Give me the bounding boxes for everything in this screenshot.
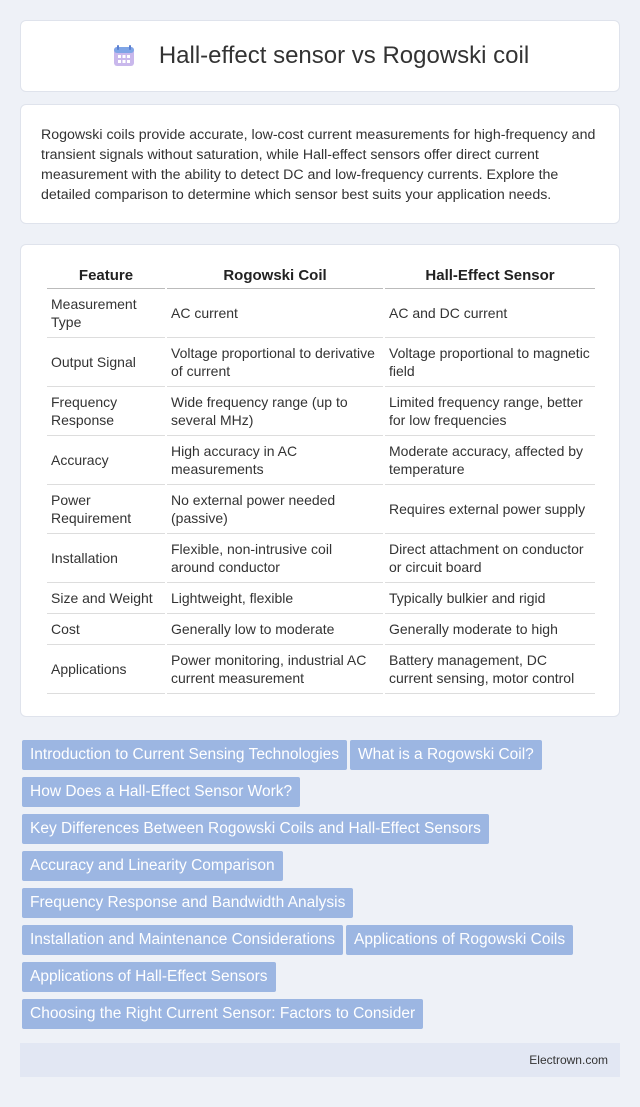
table-cell: Cost [47, 614, 165, 645]
table-cell: Power Requirement [47, 485, 165, 534]
comparison-table-card [20, 244, 620, 717]
table-cell: Flexible, non-intrusive coil around conductor [167, 534, 383, 583]
table-row [47, 387, 595, 436]
table-cell: Generally moderate to high [385, 614, 595, 645]
table-cell: Generally low to moderate [167, 614, 383, 645]
intro-text: Rogowski coils provide accurate, low-cost current measurements for high-frequency and transient signals without saturation, while Hall-effect sensors offer direct current measurement with the ability to detect DC and low-frequency currents. Explore the detailed comparison to determine which sensor best suits your application needs. [41, 127, 596, 203]
table-cell: Direct attachment on conductor or circuit board [385, 534, 595, 583]
column-header-rogowski: Rogowski Coil [167, 265, 383, 289]
topic-link[interactable]: How Does a Hall-Effect Sensor Work? [22, 777, 300, 807]
footer-site[interactable]: Electrown.com [529, 1053, 608, 1067]
table-cell: Wide frequency range (up to several MHz) [167, 387, 383, 436]
table-row [47, 534, 595, 583]
comparison-table [45, 265, 597, 694]
topic-link[interactable]: Applications of Rogowski Coils [346, 925, 573, 955]
table-cell: Lightweight, flexible [167, 583, 383, 614]
table-cell: Voltage proportional to derivative of current [167, 338, 383, 387]
topic-links [22, 740, 622, 1036]
table-row [47, 583, 595, 614]
column-header-hall: Hall-Effect Sensor [385, 265, 595, 289]
table-cell: AC and DC current [385, 289, 595, 338]
table-cell: High accuracy in AC measurements [167, 436, 383, 485]
table-row [47, 338, 595, 387]
table-cell: Measurement Type [47, 289, 165, 338]
topic-link[interactable]: Applications of Hall-Effect Sensors [22, 962, 276, 992]
table-cell: Size and Weight [47, 583, 165, 614]
topic-link[interactable]: What is a Rogowski Coil? [350, 740, 542, 770]
table-cell: No external power needed (passive) [167, 485, 383, 534]
table-row [47, 614, 595, 645]
table-cell: Moderate accuracy, affected by temperature [385, 436, 595, 485]
topic-link[interactable]: Choosing the Right Current Sensor: Factors to Consider [22, 999, 423, 1029]
table-cell: Battery management, DC current sensing, motor control [385, 645, 595, 694]
topic-link[interactable]: Frequency Response and Bandwidth Analysis [22, 888, 353, 918]
intro-card [20, 104, 620, 224]
table-cell: Applications [47, 645, 165, 694]
topic-link[interactable]: Installation and Maintenance Considerations [22, 925, 343, 955]
page-title: Hall-effect sensor vs Rogowski coil [158, 42, 530, 69]
table-row [47, 436, 595, 485]
table-row [47, 645, 595, 694]
table-cell: Output Signal [47, 338, 165, 387]
table-cell: AC current [167, 289, 383, 338]
table-row [47, 485, 595, 534]
table-cell: Frequency Response [47, 387, 165, 436]
table-cell: Installation [47, 534, 165, 583]
topic-link[interactable]: Key Differences Between Rogowski Coils and Hall-Effect Sensors [22, 814, 489, 844]
table-cell: Limited frequency range, better for low frequencies [385, 387, 595, 436]
column-header-feature: Feature [47, 265, 165, 289]
topic-link[interactable]: Accuracy and Linearity Comparison [22, 851, 283, 881]
calendar-icon [111, 43, 137, 69]
footer [20, 1043, 620, 1077]
table-cell: Voltage proportional to magnetic field [385, 338, 595, 387]
table-row [47, 289, 595, 338]
table-cell: Power monitoring, industrial AC current measurement [167, 645, 383, 694]
table-cell: Requires external power supply [385, 485, 595, 534]
table-cell: Typically bulkier and rigid [385, 583, 595, 614]
title-card [20, 20, 620, 92]
table-cell: Accuracy [47, 436, 165, 485]
topic-link[interactable]: Introduction to Current Sensing Technologies [22, 740, 347, 770]
